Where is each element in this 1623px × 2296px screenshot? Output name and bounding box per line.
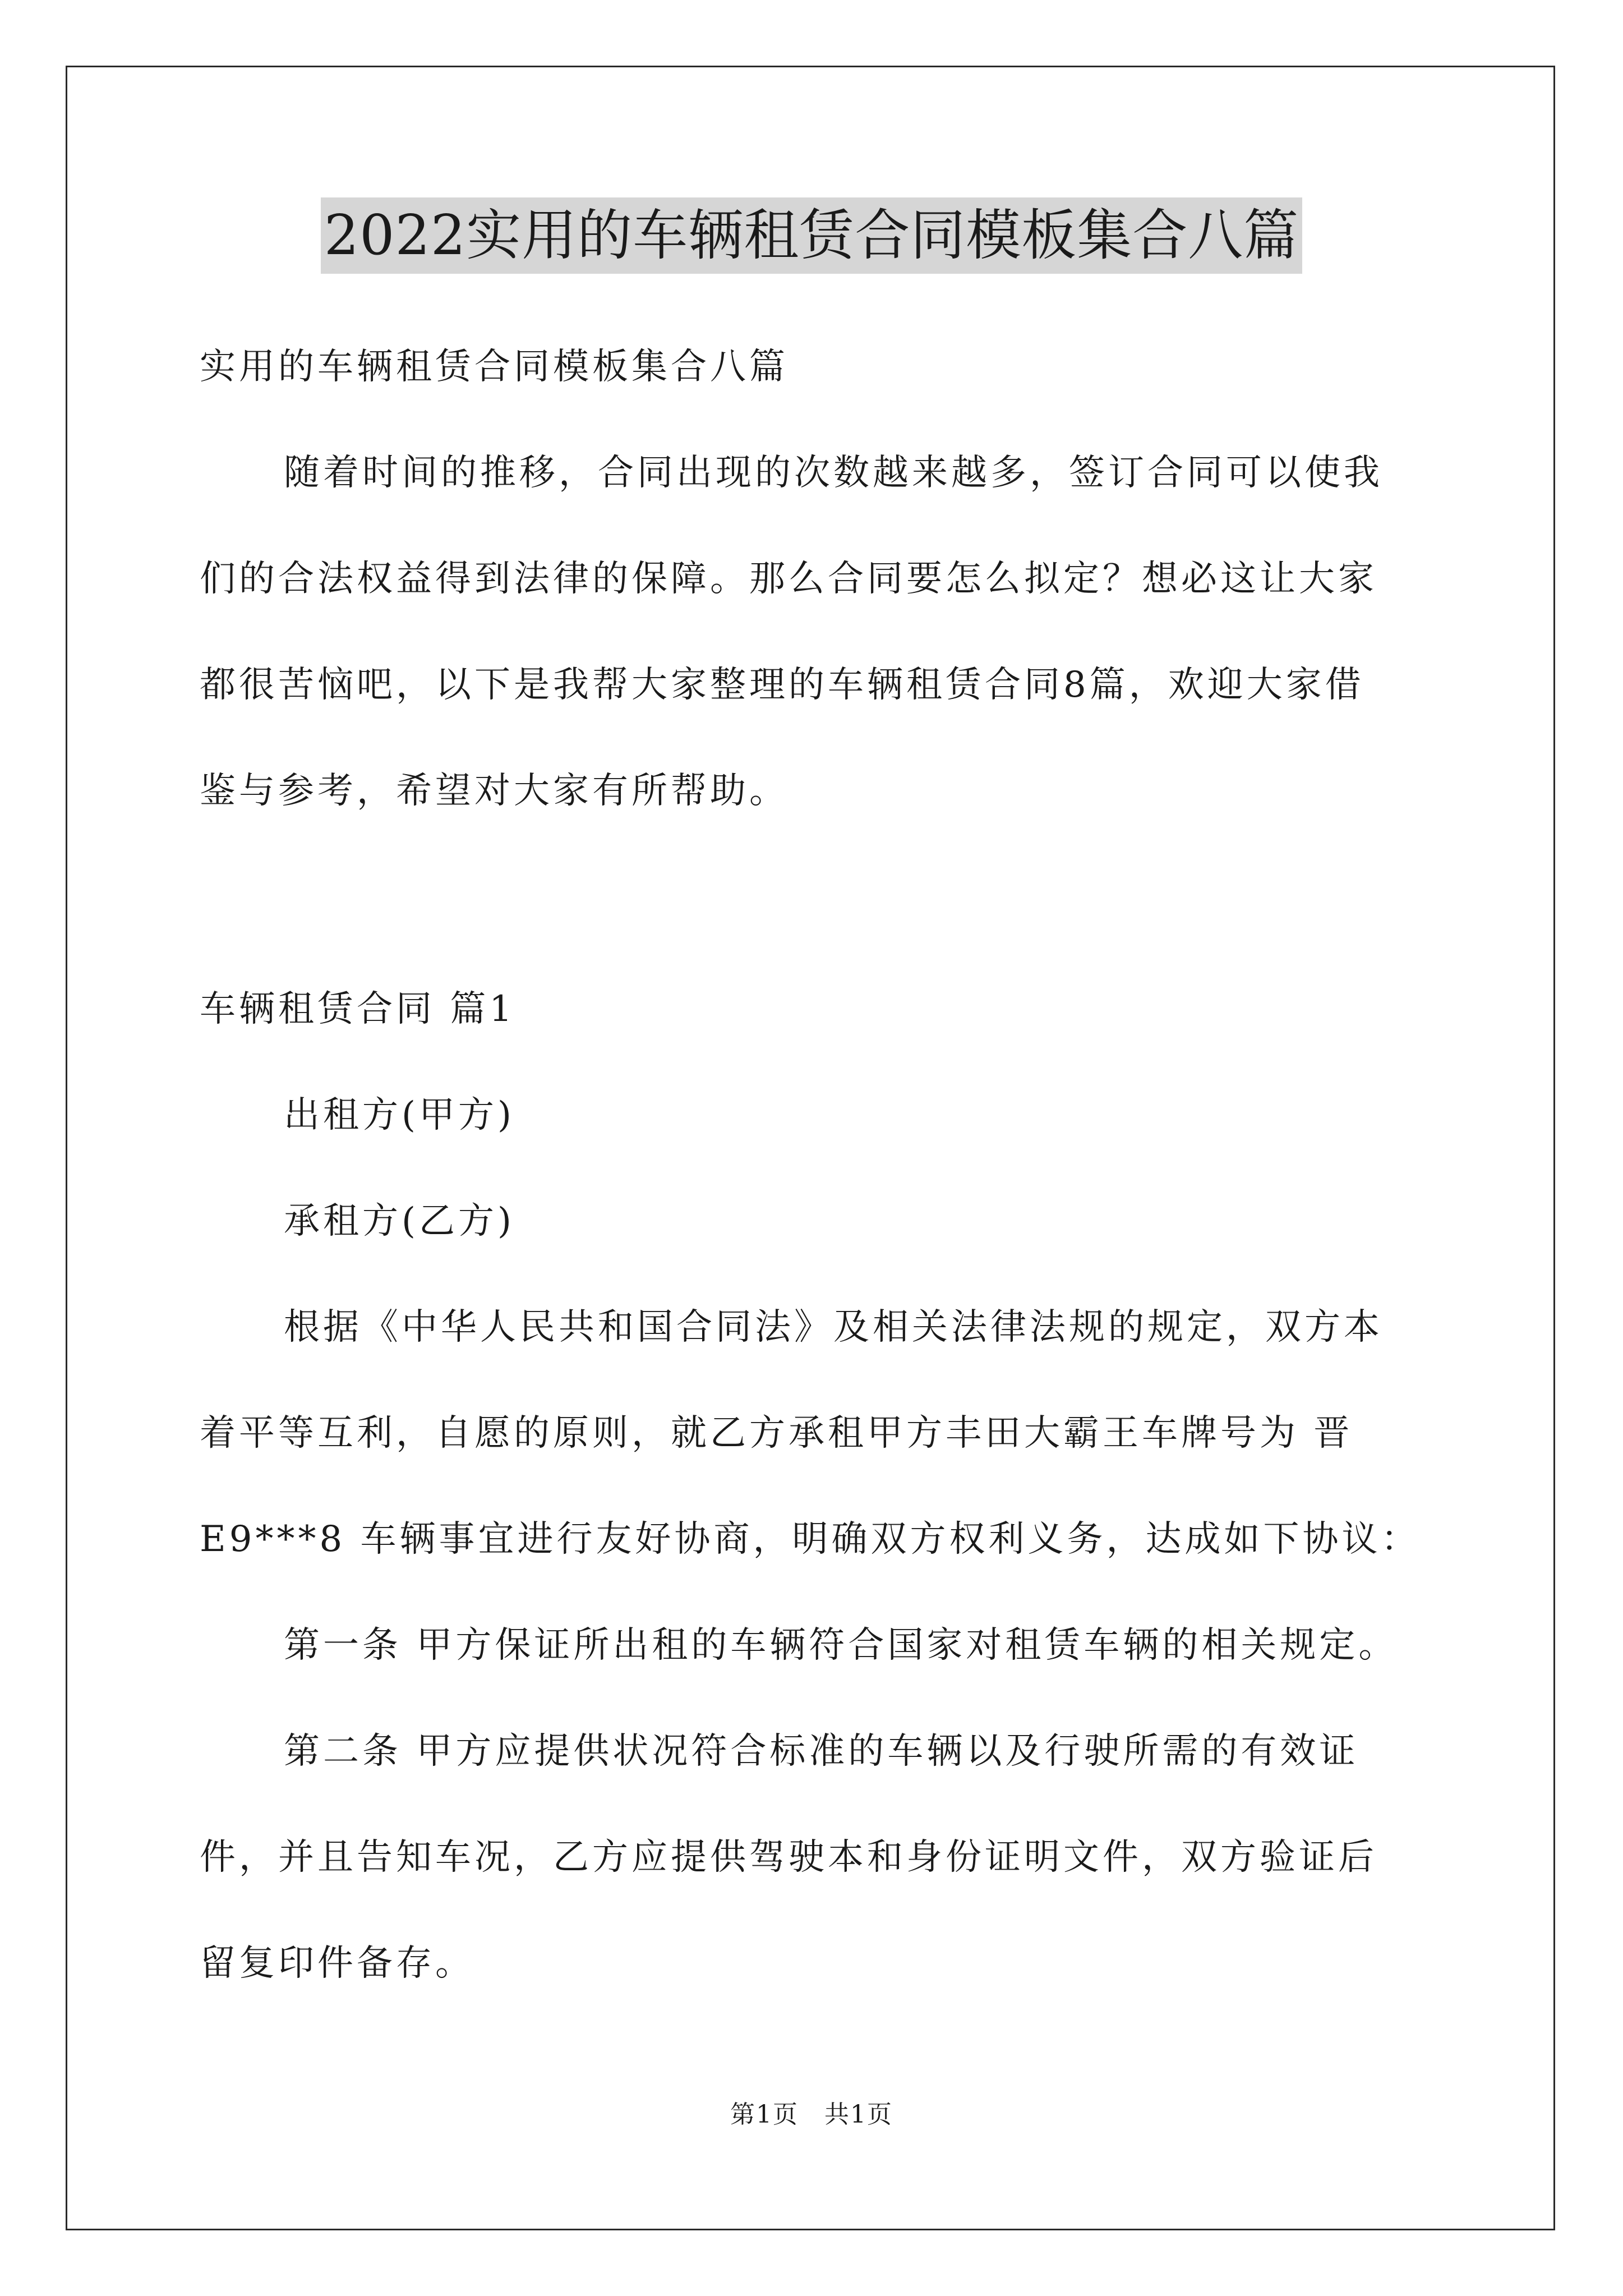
article-2-line-2: 件，并且告知车况，乙方应提供驾驶本和身份证明文件，双方验证后	[200, 1837, 1377, 1878]
section-heading: 车辆租赁合同 篇1	[200, 988, 516, 1030]
lessee-line: 承租方(乙方)	[284, 1200, 515, 1242]
intro-paragraph-line-3: 都很苦恼吧，以下是我帮大家整理的车辆租赁合同8篇，欢迎大家借	[200, 664, 1364, 706]
intro-paragraph-line-2: 们的合法权益得到法律的保障。那么合同要怎么拟定？想必这让大家	[200, 558, 1377, 600]
preamble-line-1: 根据《中华人民共和国合同法》及相关法律法规的规定，双方本	[284, 1306, 1383, 1348]
preamble-line-2: 着平等互利，自愿的原则，就乙方承租甲方丰田大霸王车牌号为 晋	[200, 1412, 1353, 1454]
document-title: 2022实用的车辆租赁合同模板集合八篇	[321, 197, 1302, 274]
title-container	[0, 197, 1623, 274]
document-body	[200, 314, 1439, 2017]
article-2-line-3: 留复印件备存。	[200, 1943, 474, 1984]
subtitle-line: 实用的车辆租赁合同模板集合八篇	[200, 346, 789, 388]
article-2-line-1: 第二条 甲方应提供状况符合标准的车辆以及行驶所需的有效证	[284, 1731, 1359, 1772]
page-footer: 第1页 共1页	[730, 2100, 893, 2129]
section-gap	[200, 844, 1439, 956]
lessor-line: 出租方(甲方)	[284, 1094, 515, 1136]
intro-paragraph-line-1: 随着时间的推移，合同出现的次数越来越多，签订合同可以使我	[284, 452, 1383, 494]
preamble-line-3: E9***8 车辆事宜进行友好协商，明确双方权利义务，达成如下协议：	[200, 1519, 1421, 1560]
intro-paragraph-line-4: 鉴与参考，希望对大家有所帮助。	[200, 770, 789, 812]
article-1-line: 第一条 甲方保证所出租的车辆符合国家对租赁车辆的相关规定。	[284, 1625, 1398, 1666]
